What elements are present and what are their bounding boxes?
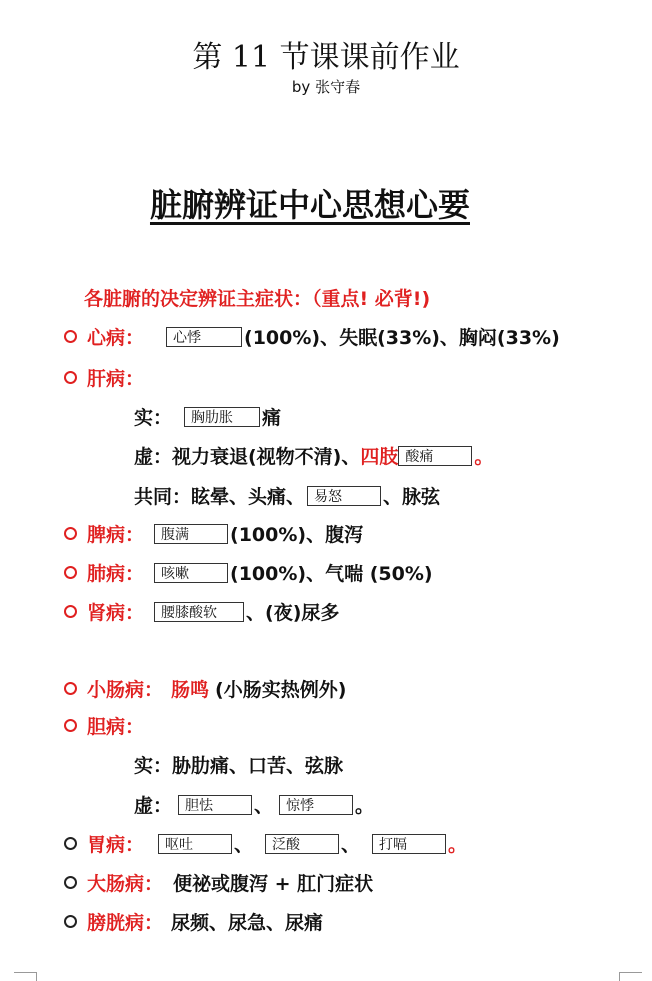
stomach-end: 。	[448, 834, 468, 856]
heart-row	[64, 323, 560, 350]
liver-row	[64, 364, 144, 391]
page-corner-mark-right	[619, 972, 642, 981]
small-intestine-rest: (小肠实热例外)	[215, 679, 347, 701]
stomach-box-2[interactable]: 泛酸	[265, 834, 339, 854]
stomach-box-1[interactable]: 呕吐	[158, 834, 232, 854]
bladder-label: 膀胱病：	[87, 912, 164, 934]
bullet-icon	[64, 915, 77, 928]
spleen-answer-box[interactable]: 腹满	[154, 524, 228, 544]
gallbladder-xu-sep: 、	[254, 795, 274, 817]
kidney-answer-box[interactable]: 腰膝酸软	[154, 602, 244, 622]
gallbladder-xu-end: 。	[355, 795, 375, 817]
liver-label: 肝病：	[87, 368, 145, 390]
stomach-sep-1: 、	[234, 834, 254, 856]
large-intestine-row	[64, 869, 373, 896]
section-heading: 脏腑辨证中心思想心要	[149, 186, 470, 224]
page-corner-mark-left	[14, 972, 37, 981]
liver-xu-box[interactable]: 酸痛	[398, 446, 472, 466]
large-intestine-label: 大肠病：	[87, 873, 164, 895]
heart-rest: (100%)、失眠(33%)、胸闷(33%)	[244, 327, 560, 349]
spleen-row	[64, 520, 363, 547]
liver-shi-rest: 痛	[262, 407, 282, 429]
small-intestine-red: 肠鸣	[171, 679, 210, 701]
liver-xu-label: 虚：视力衰退(视物不清)、	[134, 446, 361, 468]
stomach-sep-2: 、	[341, 834, 361, 856]
liver-shi-label: 实：	[134, 407, 173, 429]
lung-label: 肺病：	[87, 563, 145, 585]
gallbladder-xu-row	[134, 791, 374, 818]
liver-common-rest: 、脉弦	[383, 486, 441, 508]
lung-rest: (100%)、气喘 (50%)	[230, 563, 433, 585]
bladder-rest: 尿频、尿急、尿痛	[171, 912, 324, 934]
liver-shi-row	[134, 403, 281, 430]
bullet-icon	[64, 719, 77, 732]
bullet-icon	[64, 605, 77, 618]
gallbladder-shi-row: 实：胁肋痛、口苦、弦脉	[134, 755, 344, 777]
gallbladder-row	[64, 712, 144, 739]
liver-xu-row	[134, 442, 493, 469]
liver-common-label: 共同：眩晕、头痛、	[134, 486, 306, 508]
kidney-label: 肾病：	[87, 602, 145, 624]
heart-answer-box[interactable]: 心悸	[166, 327, 242, 347]
heart-label: 心病：	[87, 327, 145, 349]
intro-line: 各脏腑的决定辨证主症状：（重点! 必背!)	[84, 288, 431, 310]
liver-xu-red: 四肢	[360, 446, 399, 468]
spleen-rest: (100%)、腹泻	[230, 524, 364, 546]
large-intestine-rest: 便祕或腹泻 + 肛门症状	[173, 873, 374, 895]
gallbladder-xu-box-2[interactable]: 惊悸	[279, 795, 353, 815]
bullet-icon	[64, 371, 77, 384]
small-intestine-row	[64, 675, 346, 702]
stomach-row	[64, 830, 467, 857]
gallbladder-xu-label: 虚：	[134, 795, 173, 817]
bullet-icon	[64, 527, 77, 540]
bullet-icon	[64, 682, 77, 695]
spleen-label: 脾病：	[87, 524, 145, 546]
liver-common-row	[134, 482, 440, 509]
kidney-row	[64, 598, 339, 625]
lung-answer-box[interactable]: 咳嗽	[154, 563, 228, 583]
liver-shi-box[interactable]: 胸肋胀	[184, 407, 260, 427]
liver-xu-end: 。	[474, 446, 494, 468]
gallbladder-label: 胆病：	[87, 716, 145, 738]
stomach-label: 胃病：	[87, 834, 145, 856]
lung-row	[64, 559, 433, 586]
kidney-rest: 、(夜)尿多	[246, 602, 340, 624]
byline: by 张守春	[291, 78, 361, 96]
bullet-icon	[64, 837, 77, 850]
bullet-icon	[64, 566, 77, 579]
bullet-icon	[64, 876, 77, 889]
stomach-box-3[interactable]: 打嗝	[372, 834, 446, 854]
page-title: 第 11 节课课前作业	[192, 40, 460, 75]
small-intestine-label: 小肠病：	[87, 679, 164, 701]
bladder-row	[64, 908, 323, 935]
gallbladder-xu-box-1[interactable]: 胆怯	[178, 795, 252, 815]
bullet-icon	[64, 330, 77, 343]
liver-common-box[interactable]: 易怒	[307, 486, 381, 506]
